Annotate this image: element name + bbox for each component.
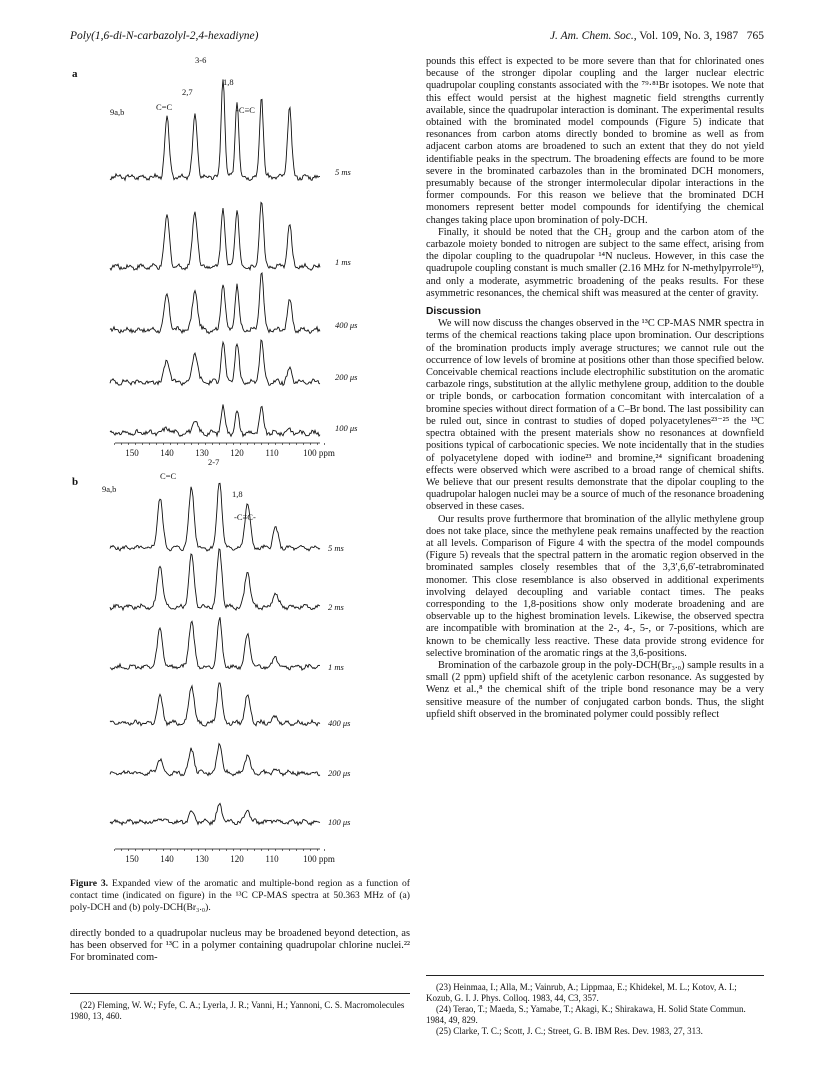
nmr-figure xyxy=(70,55,410,873)
discussion-paragraph-2: Our results prove furthermore that bromination of the allylic methylene group does not take place, since the methylene peak remains unaffected by the reaction at all levels. Comparison of Figure 4 with the spectra of the model compounds (Figure 5) reveals that the spectral pattern in the aromatic region observed in the brominated samples closely resembles that of the 3,3′,6,6′-tetrabrominated monomer. This close resemblance is also observed in additional experiments involving delayed decoupling and variable contact times. The peaks corresponding to the 1,8-positions show only moderate broadening and are observable up to the highest bromination levels. Likewise, the observed spectra are incompatible with bromination at the 2-, 4-, 5-, or 7-positions, which are known to be chemically less reactive. These data provide strong evidence for selective bromination of the aromatic rings at the 3,6-positions. xyxy=(426,513,764,659)
panel-a-spectrum xyxy=(110,203,320,271)
discussion-paragraph-1: We will now discuss the changes observed in the ¹³C CP-MAS NMR spectra in terms of the chemical reactions taking place upon bromination. Our descriptions of the bromination products imply average structures; we cannot rule out the occurrence of low levels of bromine at positions other than those specified below. Conceivable chemical reactions include electrophilic substitution on the aromatic carbazole rings, substitution at the allylic methylene group, addition to the double or triple bonds, or carbocation formation concomitant with intercalation of a bromine species without direct formation of a C–Br bond. The last possibility can be ruled out, since in contrast to studies of doped polyacetylenes²³⁻²⁵ the ¹³C spectra obtained with the present materials show no resonances at downfield positions typical of carbocationic species. We note incidentally that in the studies of polyacetylene doped with iodine²³ and bromine,²⁴ significant broadening effects were observed which were ascribed to a broad range of chemical shifts. We believe that our present results demonstrate that the dipolar coupling to the quadrupolar halogen nuclei may be a source of much of the resonance broadening observed in these cases. xyxy=(426,318,764,513)
panel-b-peak-label: -C≡C- xyxy=(234,512,256,522)
panel-a-peak-label: 1,8 xyxy=(223,77,234,87)
panel-a-letter: a xyxy=(72,68,78,80)
panel-b xyxy=(72,457,351,864)
caption-label: Figure 3. xyxy=(70,878,109,889)
panel-a-trace-label: 400 μs xyxy=(335,320,358,330)
panel-b-tick-label: 140 xyxy=(160,854,174,864)
panel-b-spectrum xyxy=(110,483,320,551)
panel-b-letter: b xyxy=(72,476,79,488)
footnote-22: (22) Fleming, W. W.; Fyfe, C. A.; Lyerla, J. R.; Vanni, H.; Yannoni, C. S. Macromolecules 1980, 13, 460. xyxy=(70,1000,405,1021)
panel-b-trace-label: 400 μs xyxy=(328,718,351,728)
left-footnotes xyxy=(70,1000,410,1022)
right-footnotes xyxy=(426,982,764,1037)
volume-info: Vol. 109, No. 3, 1987 xyxy=(639,30,739,42)
page-number: 765 xyxy=(746,30,764,42)
panel-a-trace-label: 100 μs xyxy=(335,423,358,433)
discussion-paragraph-3: Bromination of the carbazole group in the poly-DCH(Br₃.₀) sample results in a small (2 ppm) upfield shift of the acetylenic carbon resonance. As suggested by Wenz et al.,⁸ the chemical shift of the triple bond resonance may be a very sensitive measure of the number of conjugated carbon bonds. Thus, the slight upfield shift observed in the brominated polymer could possibly reflect xyxy=(426,659,764,720)
panel-b-peak-label: 1,8 xyxy=(232,489,243,499)
footnote-23: (23) Heinmaa, I.; Alla, M.; Vainrub, A.; Lippmaa, E.; Khidekel, M. L.; Kotov, A. I.; Kozub, G. I. J. Phys. Colloq. 1983, 44, C3, 357. xyxy=(426,982,737,1003)
caption-text: Expanded view of the aromatic and multiple-bond region as a function of contact time (indicated on figure) in the ¹³C CP-MAS spectra at 50.363 MHz of (a) poly-DCH and (b) poly-DCH(Br₃.₀). xyxy=(70,878,410,913)
panel-a-peak-label: 3-6 xyxy=(195,55,207,65)
panel-b-tick-label: 130 xyxy=(195,854,209,864)
left-paragraph: directly bonded to a quadrupolar nucleus may be broadened beyond detection, as has been observed for ¹³C in a polymer containing quadrupolar chlorine nuclei.²² For brominated com- xyxy=(70,928,410,964)
panel-b-trace-label: 1 ms xyxy=(328,662,344,672)
panel-b-tick-label: 100 ppm xyxy=(303,854,335,864)
panel-b-trace-label: 2 ms xyxy=(328,602,344,612)
panel-b-peak-label: C=C xyxy=(160,471,177,481)
panel-b-spectrum xyxy=(110,549,320,610)
section-title-discussion: Discussion xyxy=(426,306,481,318)
journal-header xyxy=(550,30,764,42)
footnote-24: (24) Terao, T.; Maeda, S.; Yamabe, T.; Akagi, K.; Shirakawa, H. Solid State Commun. 1984, 49, 829. xyxy=(426,1004,746,1025)
panel-b-peak-label: 9a,b xyxy=(102,484,117,494)
footnote-rule-right xyxy=(426,975,764,976)
panel-a-tick-label: 120 xyxy=(230,448,244,458)
right-column-text xyxy=(426,56,764,721)
footnote-rule-left xyxy=(70,993,410,994)
panel-b-tick-label: 110 xyxy=(265,854,279,864)
running-title: Poly(1,6-di-N-carbazolyl-2,4-hexadiyne) xyxy=(70,30,259,42)
panel-b-spectrum xyxy=(110,683,320,726)
panel-a-tick-label: 140 xyxy=(160,448,174,458)
panel-a-spectrum xyxy=(110,273,320,334)
panel-a-peak-label: 9a,b xyxy=(110,107,125,117)
panel-b-spectrum xyxy=(110,617,320,670)
panel-a-spectrum xyxy=(110,79,320,180)
panel-a-trace-label: 5 ms xyxy=(335,167,351,177)
footnote-25: (25) Clarke, T. C.; Scott, J. C.; Street, G. B. IBM Res. Dev. 1983, 27, 313. xyxy=(436,1026,703,1036)
right-paragraph-1: pounds this effect is expected to be more severe than that for chlorinated ones because of the stronger dipolar coupling and the larger nuclear electric quadrupolar coupling constants associated with the ⁷⁹·⁸¹Br isotopes. We note that this effect would persist at the highest magnetic field strengths currently available, since the quadrupolar interaction is dominant. The experimental results obtained with the brominated model compounds (Figure 5) indicate that resonances from carbon atoms directly bonded to bromine as well as from adjacent carbon atoms are broadened to such an extent that they do not yield identifiable peaks in the spectrum. The broadening effects are found to be more severe in the brominated carbazoles than in the brominated DCH monomers, presumably because of the stronger intermolecular dipolar interactions in the former compounds. For this reason we believe that the brominated DCH monomers represent better model compounds for identifying the chemical changes taking place upon bromination of poly-DCH. xyxy=(426,56,764,226)
panel-b-tick-label: 120 xyxy=(230,854,244,864)
panel-a-peak-label: -C≡C xyxy=(236,105,255,115)
left-column-text xyxy=(70,928,410,965)
right-paragraph-2: Finally, it should be noted that the CH₂ group and the carbon atom of the carbazole moiety bonded to nitrogen are subject to the same effect, arising from the dipolar coupling to the quadrupolar ¹⁴N nucleus. However, in this case the quadrupole coupling constant is much smaller (2.16 MHz for N-methylpyrrole¹⁹), and only a moderate, asymmetric broadening of the peaks results. For these asymmetric resonances, the chemical shift was measured at the center of gravity. xyxy=(426,226,764,299)
journal-name: J. Am. Chem. Soc., xyxy=(549,30,637,42)
panel-a-spectrum xyxy=(110,340,320,385)
panel-b-trace-label: 5 ms xyxy=(328,543,344,553)
panel-b-trace-label: 100 μs xyxy=(328,817,351,827)
panel-b-spectrum xyxy=(110,744,320,776)
figure-caption xyxy=(70,878,410,914)
panel-a-peak-label: C=C xyxy=(156,102,173,112)
panel-a-trace-label: 200 μs xyxy=(335,372,358,382)
panel-a xyxy=(72,55,358,458)
panel-a-spectrum xyxy=(110,404,320,436)
panel-b-spectrum xyxy=(110,803,320,825)
panel-b-tick-label: 150 xyxy=(125,854,139,864)
panel-a-trace-label: 1 ms xyxy=(335,257,351,267)
panel-a-tick-label: 110 xyxy=(265,448,279,458)
panel-b-trace-label: 200 μs xyxy=(328,768,351,778)
panel-a-peak-label: 2,7 xyxy=(182,87,193,97)
panel-a-tick-label: 150 xyxy=(125,448,139,458)
panel-a-tick-label: 100 ppm xyxy=(303,448,335,458)
panel-a-tick-label: 130 xyxy=(195,448,209,458)
panel-b-peak-label: 2-7 xyxy=(208,457,220,467)
